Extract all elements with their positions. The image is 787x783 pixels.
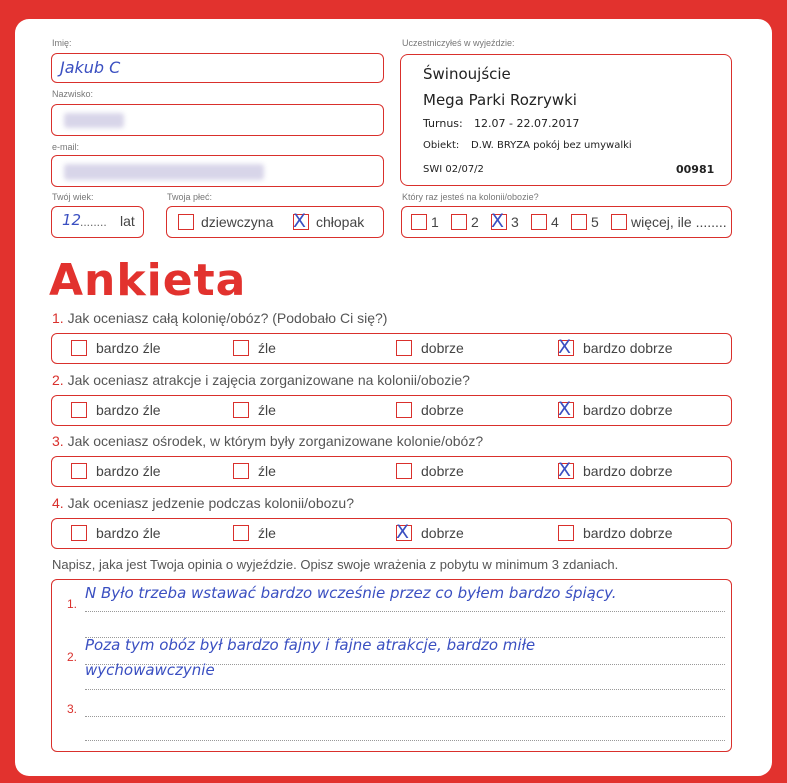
question-text: Jak oceniasz całą kolonię/obóz? (Podobało Ci się?) bbox=[67, 310, 388, 326]
checkbox-q3-o4[interactable] bbox=[558, 459, 574, 481]
times-field bbox=[401, 206, 732, 238]
option-label-o2: źle bbox=[258, 402, 276, 418]
option-label-o1: bardzo źle bbox=[96, 525, 161, 541]
checkbox-q4-o1[interactable] bbox=[71, 525, 87, 541]
label-age: Twój wiek: bbox=[52, 192, 94, 202]
answer-row-3 bbox=[51, 456, 732, 487]
option-label-o1: bardzo źle bbox=[96, 463, 161, 479]
checkbox-q2-o3[interactable] bbox=[396, 402, 412, 418]
checkbox-q1-o4[interactable] bbox=[558, 336, 574, 358]
answer-row-1 bbox=[51, 333, 732, 364]
checkbox-q4-o3[interactable] bbox=[396, 521, 412, 543]
survey-card bbox=[15, 19, 772, 776]
answer-row-2 bbox=[51, 395, 732, 426]
gender-field bbox=[166, 206, 384, 238]
option-label-o3: dobrze bbox=[421, 463, 464, 479]
checkbox-q3-o3[interactable] bbox=[396, 463, 412, 479]
checkbox-q2-o4[interactable] bbox=[558, 398, 574, 420]
checkbox-q2-o1[interactable] bbox=[71, 402, 87, 418]
trip-code: SWI 02/07/2 bbox=[423, 164, 484, 175]
answer-row-4 bbox=[51, 518, 732, 549]
times-3: 3 bbox=[511, 214, 519, 230]
times-2: 2 bbox=[471, 214, 479, 230]
turnus-dates: 12.07 - 22.07.2017 bbox=[474, 117, 580, 130]
age-dots: ........ bbox=[80, 215, 107, 229]
form-number: 00981 bbox=[676, 163, 715, 176]
option-label-o4: bardzo dobrze bbox=[583, 463, 673, 479]
question-number: 3. bbox=[52, 433, 64, 449]
trip-info-box bbox=[400, 54, 732, 186]
check-mark: X bbox=[293, 210, 307, 232]
checkbox-q1-o3[interactable] bbox=[396, 340, 412, 356]
age-value: 12 bbox=[62, 211, 82, 229]
check-mark: X bbox=[491, 210, 505, 232]
question-2 bbox=[52, 372, 470, 388]
question-number: 4. bbox=[52, 495, 64, 511]
option-girl: dziewczyna bbox=[201, 214, 274, 230]
redacted-last-name bbox=[64, 113, 124, 128]
checkbox-q4-o4[interactable] bbox=[558, 525, 574, 541]
checkbox-q3-o1[interactable] bbox=[71, 463, 87, 479]
checkbox-times-2[interactable] bbox=[451, 214, 467, 230]
opinion-prompt: Napisz, jaka jest Twoja opinia o wyjeździe. Opisz swoje wrażenia z pobytu w minimum 3 zdaniach. bbox=[52, 557, 619, 572]
last-name-field[interactable] bbox=[51, 104, 384, 136]
option-label-o4: bardzo dobrze bbox=[583, 525, 673, 541]
label-gender: Twoja płeć: bbox=[167, 192, 213, 202]
label-last-name: Nazwisko: bbox=[52, 89, 94, 99]
checkbox-q3-o2[interactable] bbox=[233, 463, 249, 479]
trip-place: Świnoujście bbox=[423, 65, 511, 83]
opinion-number-1: 1. bbox=[67, 597, 78, 611]
checkbox-girl[interactable] bbox=[178, 214, 194, 230]
option-label-o3: dobrze bbox=[421, 402, 464, 418]
opinion-text-2b: wychowawczynie bbox=[85, 661, 215, 679]
label-first-name: Imię: bbox=[52, 38, 72, 48]
question-1 bbox=[52, 310, 387, 326]
question-text: Jak oceniasz ośrodek, w którym były zorganizowane kolonie/obóz? bbox=[67, 433, 484, 449]
age-unit: lat bbox=[120, 213, 135, 229]
age-field[interactable] bbox=[51, 206, 144, 238]
checkbox-q1-o1[interactable] bbox=[71, 340, 87, 356]
opinion-text-1: N Było trzeba wstawać bardzo wcześnie przez co byłem bardzo śpiący. bbox=[85, 584, 617, 602]
checkbox-times-4[interactable] bbox=[531, 214, 547, 230]
question-text: Jak oceniasz jedzenie podczas kolonii/obozu? bbox=[67, 495, 354, 511]
option-boy: chłopak bbox=[316, 214, 365, 230]
opinion-number-2: 2. bbox=[67, 650, 78, 664]
question-3 bbox=[52, 433, 483, 449]
question-text: Jak oceniasz atrakcje i zajęcia zorganizowane na kolonii/obozie? bbox=[67, 372, 470, 388]
check-mark: X bbox=[396, 521, 410, 543]
check-mark: X bbox=[558, 398, 572, 420]
question-number: 1. bbox=[52, 310, 64, 326]
opinion-line-1 bbox=[85, 611, 725, 612]
option-label-o1: bardzo źle bbox=[96, 402, 161, 418]
times-4: 4 bbox=[551, 214, 559, 230]
question-number: 2. bbox=[52, 372, 64, 388]
turnus-label: Turnus: bbox=[423, 117, 463, 130]
checkbox-times-1[interactable] bbox=[411, 214, 427, 230]
email-field[interactable] bbox=[51, 155, 384, 187]
obiekt-value: D.W. BRYZA pokój bez umywalki bbox=[471, 140, 632, 151]
label-email: e-mail: bbox=[52, 142, 80, 152]
option-label-o4: bardzo dobrze bbox=[583, 340, 673, 356]
option-label-o1: bardzo źle bbox=[96, 340, 161, 356]
trip-name: Mega Parki Rozrywki bbox=[423, 91, 577, 109]
label-times: Który raz jesteś na kolonii/obozie? bbox=[402, 192, 539, 202]
option-label-o3: dobrze bbox=[421, 340, 464, 356]
option-label-o2: źle bbox=[258, 340, 276, 356]
times-1: 1 bbox=[431, 214, 439, 230]
page-title: Ankieta bbox=[49, 255, 247, 306]
checkbox-q1-o2[interactable] bbox=[233, 340, 249, 356]
checkbox-q2-o2[interactable] bbox=[233, 402, 249, 418]
opinion-text-2a: Poza tym obóz był bardzo fajny i fajne atrakcje, bardzo miłe bbox=[85, 636, 536, 654]
checkbox-q4-o2[interactable] bbox=[233, 525, 249, 541]
times-5: 5 bbox=[591, 214, 599, 230]
opinion-line-2b bbox=[85, 689, 725, 690]
checkbox-times-5[interactable] bbox=[571, 214, 587, 230]
label-trip: Uczestniczyłeś w wyjeździe: bbox=[402, 38, 515, 48]
question-4 bbox=[52, 495, 354, 511]
checkbox-boy[interactable] bbox=[293, 210, 309, 232]
redacted-email bbox=[64, 164, 264, 180]
check-mark: X bbox=[558, 459, 572, 481]
option-label-o3: dobrze bbox=[421, 525, 464, 541]
opinion-number-3: 3. bbox=[67, 702, 78, 716]
first-name-field[interactable] bbox=[51, 53, 384, 83]
check-mark: X bbox=[558, 336, 572, 358]
times-more: więcej, ile ........ bbox=[631, 214, 727, 230]
option-label-o2: źle bbox=[258, 463, 276, 479]
opinion-line-3 bbox=[85, 716, 725, 717]
checkbox-times-more[interactable] bbox=[611, 214, 627, 230]
option-label-o2: źle bbox=[258, 525, 276, 541]
first-name-value: Jakub C bbox=[60, 58, 121, 77]
opinion-line-3b bbox=[85, 740, 725, 741]
obiekt-label: Obiekt: bbox=[423, 140, 460, 151]
checkbox-times-3[interactable] bbox=[491, 210, 507, 232]
option-label-o4: bardzo dobrze bbox=[583, 402, 673, 418]
